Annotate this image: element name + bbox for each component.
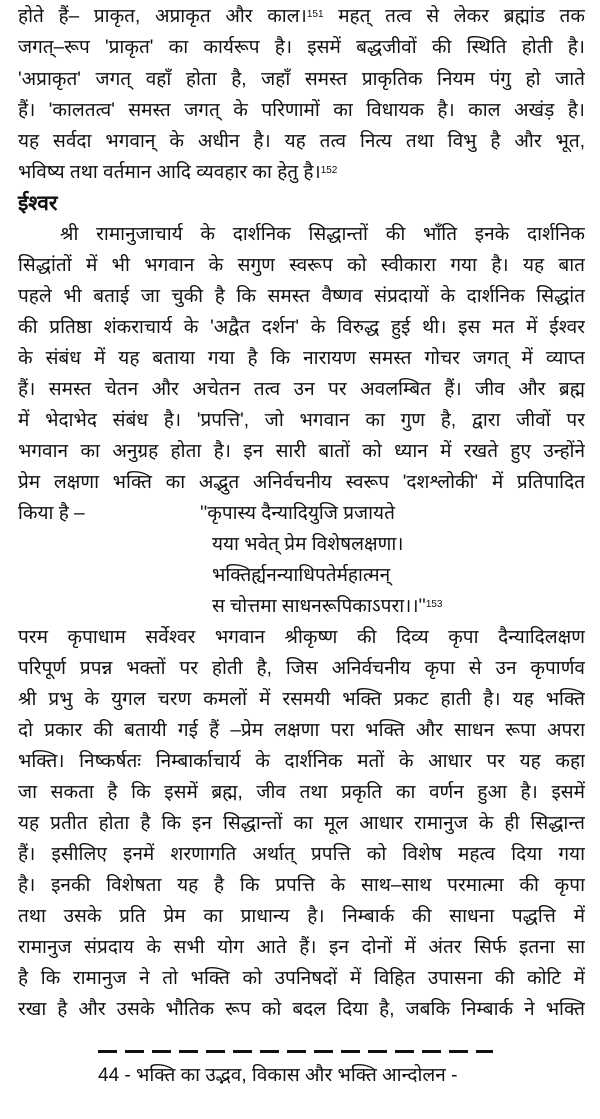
text-span: महत् तत्व से लेकर ब्रह्मांड तक <box>323 6 585 27</box>
section-heading: ईश्वर <box>18 192 58 215</box>
text-line: हैं। इसीलिए इनमें शरणागति अर्थात् प्रपत्ति को विशेष महत्व दिया गया <box>18 844 585 865</box>
verse-line: भक्तिर्ह्यनन्याधिपतेर्महात्मन् <box>212 565 391 586</box>
text-line: हैं। 'कालतत्व' समस्त जगत् के परिणामों का विधायक है। काल अखंड़ है। <box>18 100 585 121</box>
text-line: रखा है और उसके भौतिक रूप को बदल दिया है, जबकि निम्बार्क ने भक्ति <box>18 999 585 1020</box>
text-line: किया है – <box>18 503 85 524</box>
text-line: दो प्रकार की बतायी गई हैं –प्रेम लक्षणा परा भक्ति और साधन रूपा अपरा <box>18 720 585 741</box>
text-line: की प्रतिष्ठा शंकराचार्य के 'अद्वैत दर्शन' के विरुद्ध हुई थी। इस मत में ईश्वर <box>18 317 585 338</box>
footnote-ref: 152 <box>320 165 338 176</box>
text-line: है कि रामानुज ने तो भक्ति को उपनिषदों में विहित उपासना की कोटि में <box>18 968 585 989</box>
text-line: भगवान का अनुग्रह होता है। इन सारी बातों को ध्यान में रखते हुए उन्होंने <box>18 441 585 462</box>
text-line: तथा उसके प्रति प्रेम का प्राधान्य है। निम्बार्क की साधना पद्धत्ति में <box>18 906 585 927</box>
text-line <box>18 3 585 31</box>
dashed-divider <box>98 1050 493 1053</box>
verse-line: यया भवेत् प्रेम विशेषलक्षणा। <box>212 534 404 555</box>
text-line: हैं। समस्त चेतन और अचेतन तत्व उन पर अवलम्बित हैं। जीव और ब्रह्म <box>18 379 585 400</box>
text-line: यह प्रतीत होता है कि इन सिद्धान्तों का मूल आधार रामानुज के ही सिद्धान्त <box>18 813 585 834</box>
verse-line: ''कृपास्य दैन्यादियुजि प्रजायते <box>200 503 395 524</box>
text-line: जा सकता है कि इसमें ब्रह्म, जीव तथा प्रकृति का वर्णन हुआ है। इसमें <box>18 782 585 803</box>
text-span: होते हैं– प्राकृत, अप्राकृत और काल। <box>18 6 307 27</box>
text-span: स चोत्तमा साधनरूपिकाऽपरा।।'' <box>212 596 426 617</box>
text-line: जगत्–रूप 'प्राकृत' का कार्यरूप है। इसमें बद्धजीवों की स्थिति होती है। <box>18 37 585 58</box>
text-line: 'अप्राकृत' जगत् वहाँ होता है, जहाँ समस्त प्राकृतिक नियम पंगु हो जाते <box>18 69 585 90</box>
text-line: पहले भी बताई जा चुकी है कि समस्त वैष्णव संप्रदायों के दार्शनिक सिद्धांत <box>18 286 585 307</box>
page-footer: 44 - भक्ति का उद्भव, विकास और भक्ति आन्दोलन - <box>98 1065 458 1086</box>
text-line: के संबंध में यह बताया गया है कि नारायण समस्त गोचर जगत् में व्याप्त <box>18 348 585 369</box>
text-line: भक्ति। निष्कर्षतः निम्बार्काचार्य के दार्शनिक मतों के आधार पर यह कहा <box>18 751 585 772</box>
text-line: यह सर्वदा भगवान् के अधीन है। यह तत्व नित्य तथा विभु है और भूत, <box>18 131 585 152</box>
text-line: प्रेम लक्षणा भक्ति का अद्भुत अनिर्वचनीय स्वरूप 'दशश्लोकी' में प्रतिपादित <box>18 472 585 493</box>
text-line: श्री प्रभु के युगल चरण कमलों में रसमयी भक्ति प्रकट हाती है। यह भक्ति <box>18 689 585 710</box>
text-line: रामानुज संप्रदाय के सभी योग आते हैं। इन दोनों में अंतर सिर्फ इतना सा <box>18 937 585 958</box>
text-line: परिपूर्ण प्रपन्न भक्तों पर होती है, जिस अनिर्वचनीय कृपा से उन कृपार्णव <box>18 658 585 679</box>
text-line: में भेदाभेद संबंध है। 'प्रपत्ति', जो भगवान का गुण है, द्वारा जीवों पर <box>18 410 585 431</box>
verse-line <box>212 593 443 621</box>
footnote-ref: 151 <box>306 9 324 20</box>
footnote-ref: 153 <box>425 599 443 610</box>
text-span: भविष्य तथा वर्तमान आदि व्यवहार का हेतु है। <box>18 162 321 183</box>
text-line: परम कृपाधाम सर्वेश्वर भगवान श्रीकृष्ण की दिव्य कृपा दैन्यादिलक्षण <box>18 627 585 648</box>
text-line: है। इनकी विशेषता यह है कि प्रपत्ति के साथ–साथ परमात्मा की कृपा <box>18 875 585 896</box>
text-line <box>18 159 585 187</box>
text-line: श्री रामानुजाचार्य के दार्शनिक सिद्धान्तों की भाँति इनके दार्शनिक <box>60 224 585 245</box>
text-line: सिद्धांतों में भी भगवान के सगुण स्वरूप को स्वीकारा गया है। यह बात <box>18 255 585 276</box>
